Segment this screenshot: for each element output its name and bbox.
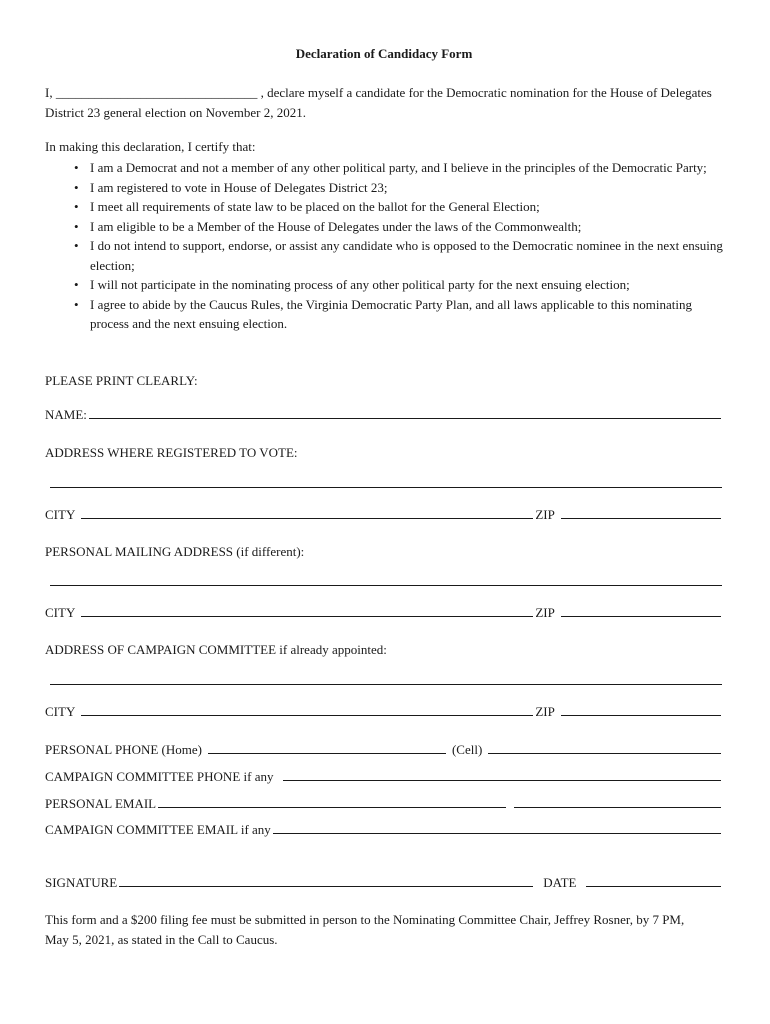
print-clearly-text: PLEASE PRINT CLEARLY: (45, 373, 198, 388)
footer-note: This form and a $200 filing fee must be submitted in person to the Nominating Committee Chair, Jeffrey Rosner, by 7 PM, May 5, 2021, as stated in the Call to Caucus. (45, 912, 685, 947)
mailing-address-label: PERSONAL MAILING ADDRESS (if different): (45, 544, 305, 559)
mailing-city-field[interactable] (81, 604, 533, 617)
zip-label: ZIP (535, 507, 555, 522)
city-label: CITY (45, 605, 76, 620)
zip-label: ZIP (535, 605, 555, 620)
registered-address-label-row (45, 445, 723, 461)
personal-phone-label: PERSONAL PHONE (Home) (45, 742, 202, 757)
signature-field[interactable] (119, 874, 533, 887)
certification-text: I am eligible to be a Member of the House of Delegates under the laws of the Commonwealth; (90, 218, 582, 234)
registered-city-field[interactable] (81, 506, 533, 519)
date-label: DATE (543, 875, 577, 890)
certification-item (45, 158, 723, 178)
personal-email-row (45, 795, 723, 812)
certification-list (45, 158, 723, 334)
certify-intro: In making this declaration, I certify that: (45, 139, 256, 154)
campaign-phone-field[interactable] (283, 768, 721, 781)
signature-label: SIGNATURE (45, 875, 118, 890)
signature-row (45, 874, 723, 891)
mailing-address-field[interactable] (50, 585, 722, 586)
declaration-prefix: I, (45, 85, 53, 100)
campaign-address-field[interactable] (50, 684, 722, 685)
city-label: CITY (45, 704, 76, 719)
certification-item (45, 275, 723, 295)
campaign-address-label: ADDRESS OF CAMPAIGN COMMITTEE if already appointed: (45, 642, 387, 657)
campaign-email-row (45, 821, 723, 838)
campaign-email-field[interactable] (273, 821, 721, 834)
date-field[interactable] (586, 874, 721, 887)
campaign-city-row (45, 703, 723, 720)
phone-row (45, 741, 723, 758)
certification-text: I meet all requirements of state law to be placed on the ballot for the General Election; (90, 199, 540, 214)
certification-text: I am registered to vote in House of Delegates District 23; (90, 179, 388, 195)
certification-item (45, 295, 723, 334)
home-phone-field[interactable] (208, 741, 446, 754)
personal-email-field-extra[interactable] (514, 795, 721, 808)
declaration-statement (45, 83, 723, 122)
name-row (45, 406, 723, 423)
form-title: Declaration of Candidacy Form (295, 46, 473, 61)
campaign-address-label-row (45, 642, 723, 658)
registered-zip-field[interactable] (561, 506, 721, 519)
personal-email-label: PERSONAL EMAIL (45, 796, 157, 811)
certification-item (45, 236, 723, 275)
registered-address-label: ADDRESS WHERE REGISTERED TO VOTE: (45, 445, 298, 460)
mailing-city-row (45, 604, 723, 621)
campaign-phone-row (45, 768, 723, 785)
certification-text: I am a Democrat and not a member of any other political party, and I believe in the principles of the Democratic Party; (90, 160, 707, 175)
certification-item (45, 197, 723, 217)
print-clearly-label (45, 373, 723, 389)
mailing-zip-field[interactable] (561, 604, 721, 617)
certification-text: I do not intend to support, endorse, or assist any candidate who is opposed to the Democratic nominee in the next ensuing election; (90, 238, 723, 273)
personal-email-field[interactable] (158, 795, 506, 808)
certification-item (45, 217, 723, 237)
certification-text: I will not participate in the nominating process of any other political party for the next ensuing election; (90, 277, 630, 292)
candidate-name-blank[interactable]: _______________________________ (55, 85, 258, 100)
certification-item (45, 178, 723, 198)
zip-label: ZIP (535, 704, 555, 719)
name-label: NAME: (45, 407, 87, 422)
campaign-zip-field[interactable] (561, 703, 721, 716)
mailing-address-label-row (45, 544, 723, 560)
campaign-phone-label: CAMPAIGN COMMITTEE PHONE if any (45, 769, 274, 784)
campaign-city-field[interactable] (81, 703, 533, 716)
cell-phone-field[interactable] (488, 741, 721, 754)
registered-city-row (45, 506, 723, 523)
city-label: CITY (45, 507, 76, 522)
certification-text: I agree to abide by the Caucus Rules, the Virginia Democratic Party Plan, and all laws applicable to this nominating process and the next ensuing election. (90, 296, 693, 331)
declaration-text: , declare myself a candidate for the Democratic nomination for the House of Delegates District 23 general election on November 2, 2021. (45, 85, 712, 120)
campaign-email-label: CAMPAIGN COMMITTEE EMAIL if any (45, 822, 271, 837)
registered-address-field[interactable] (50, 487, 722, 488)
cell-label: (Cell) (451, 742, 483, 757)
name-field[interactable] (89, 406, 721, 419)
